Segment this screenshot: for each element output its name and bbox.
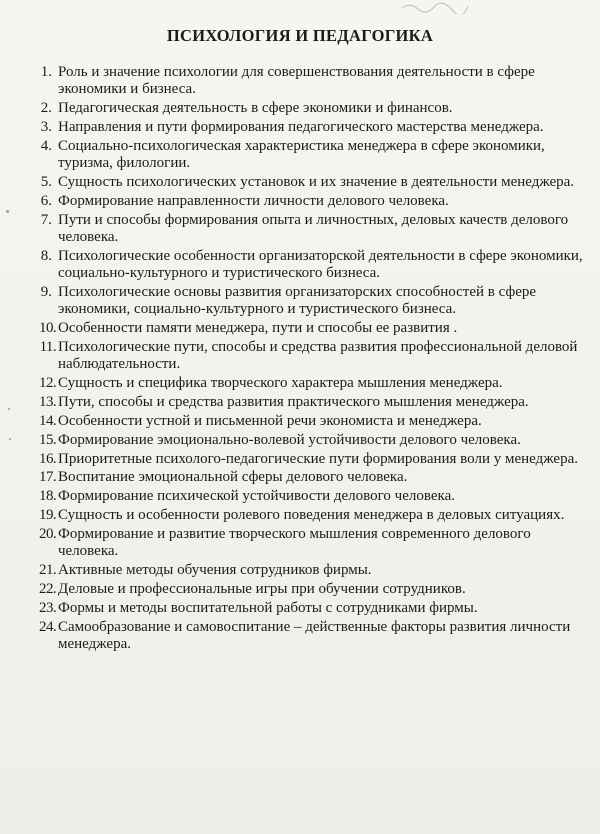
item-text: Активные методы обучения сотрудников фирмы. bbox=[58, 562, 372, 579]
item-text: Сущность и особенности ролевого поведения менеджера в деловых ситуациях. bbox=[58, 507, 565, 524]
list-item bbox=[20, 174, 598, 191]
scan-speck bbox=[9, 438, 11, 440]
item-number: 6. bbox=[40, 192, 52, 209]
item-number: 20. bbox=[39, 526, 56, 543]
item-number: 2. bbox=[40, 100, 52, 117]
item-number: 3. bbox=[40, 118, 52, 135]
document-title: ПСИХОЛОГИЯ И ПЕДАГОГИКА bbox=[166, 26, 434, 45]
item-text: Роль и значение психологии для совершенствования деятельности в сфере экономики и бизнеса. bbox=[58, 64, 535, 98]
item-number: 18. bbox=[39, 488, 56, 505]
list-item bbox=[20, 394, 598, 411]
item-text: Формирование направленности личности делового человека. bbox=[58, 192, 449, 209]
item-number: 7. bbox=[40, 211, 52, 228]
item-text: Деловые и профессиональные игры при обучении сотрудников. bbox=[58, 581, 466, 598]
list-item bbox=[20, 469, 598, 486]
list-item bbox=[20, 562, 598, 579]
item-text: Психологические особенности организаторской деятельности в сфере экономики, социально-культурного и туристического бизнеса. bbox=[58, 247, 583, 282]
list-item bbox=[20, 375, 598, 392]
item-number: 4. bbox=[40, 137, 52, 154]
item-number: 16. bbox=[39, 450, 56, 467]
list-item bbox=[20, 64, 598, 98]
item-text: Психологические пути, способы и средства развития профессиональной деловой наблюдательности. bbox=[58, 338, 578, 373]
list-item bbox=[20, 413, 598, 430]
item-number: 14. bbox=[39, 412, 56, 429]
item-text: Приоритетные психолого-педагогические пути формирования воли у менеджера. bbox=[58, 450, 578, 467]
item-number: 13. bbox=[39, 393, 56, 410]
faint-stamp-mark bbox=[400, 0, 470, 14]
item-text: Пути и способы формирования опыта и личностных, деловых качеств делового человека. bbox=[58, 211, 569, 245]
item-text: Формирование психической устойчивости делового человека. bbox=[58, 488, 455, 505]
item-text: Социально-психологическая характеристика менеджера в сфере экономики, туризма, филологии. bbox=[58, 137, 545, 172]
item-number: 24. bbox=[39, 618, 56, 635]
list-item bbox=[20, 526, 598, 560]
item-number: 1. bbox=[40, 64, 52, 80]
item-number: 15. bbox=[39, 431, 56, 448]
list-item bbox=[20, 248, 598, 282]
list-item bbox=[20, 600, 598, 617]
topic-list bbox=[20, 64, 598, 655]
list-item bbox=[20, 339, 598, 373]
item-text: Формирование и развитие творческого мышления современного делового человека. bbox=[58, 526, 531, 560]
item-text: Педагогическая деятельность в сфере экономики и финансов. bbox=[58, 100, 453, 117]
list-item bbox=[20, 193, 598, 210]
item-text: Самообразование и самовоспитание – действенные факторы развития личности менеджера. bbox=[58, 618, 571, 653]
list-item bbox=[20, 119, 598, 136]
item-number: 5. bbox=[40, 173, 52, 190]
item-number: 10. bbox=[39, 320, 56, 337]
list-item bbox=[20, 581, 598, 598]
item-number: 8. bbox=[40, 247, 52, 264]
list-item bbox=[20, 100, 598, 117]
list-item bbox=[20, 451, 598, 468]
item-number: 9. bbox=[40, 283, 52, 300]
item-text: Сущность психологических установок и их значение в деятельности менеджера. bbox=[58, 173, 575, 190]
item-text: Формирование эмоционально-волевой устойчивости делового человека. bbox=[58, 431, 521, 448]
list-item bbox=[20, 432, 598, 449]
item-text: Пути, способы и средства развития практического мышления менеджера. bbox=[58, 393, 529, 410]
list-item bbox=[20, 138, 598, 172]
list-item bbox=[20, 212, 598, 246]
item-text: Особенности устной и письменной речи экономиста и менеджера. bbox=[58, 412, 482, 429]
item-text: Особенности памяти менеджера, пути и способы ее развития . bbox=[58, 320, 458, 337]
list-item bbox=[20, 507, 598, 524]
item-number: 22. bbox=[39, 581, 56, 598]
item-number: 21. bbox=[39, 562, 56, 579]
scan-speck bbox=[8, 408, 10, 410]
scan-speck bbox=[6, 210, 9, 213]
item-number: 17. bbox=[39, 469, 56, 486]
item-text: Воспитание эмоциональной сферы делового человека. bbox=[58, 469, 408, 486]
list-item bbox=[20, 284, 598, 318]
item-number: 23. bbox=[39, 600, 56, 617]
item-number: 19. bbox=[39, 507, 56, 524]
list-item bbox=[20, 488, 598, 505]
item-text: Формы и методы воспитательной работы с сотрудниками фирмы. bbox=[58, 600, 478, 617]
item-text: Сущность и специфика творческого характера мышления менеджера. bbox=[58, 375, 503, 392]
item-number: 12. bbox=[39, 375, 56, 392]
list-item bbox=[20, 619, 598, 653]
list-item bbox=[20, 320, 598, 337]
item-text: Направления и пути формирования педагогического мастерства менеджера. bbox=[58, 118, 544, 135]
item-number: 11. bbox=[39, 338, 56, 355]
item-text: Психологические основы развития организаторских способностей в сфере экономики, социально-культурного и туристического бизнеса. bbox=[58, 283, 537, 318]
